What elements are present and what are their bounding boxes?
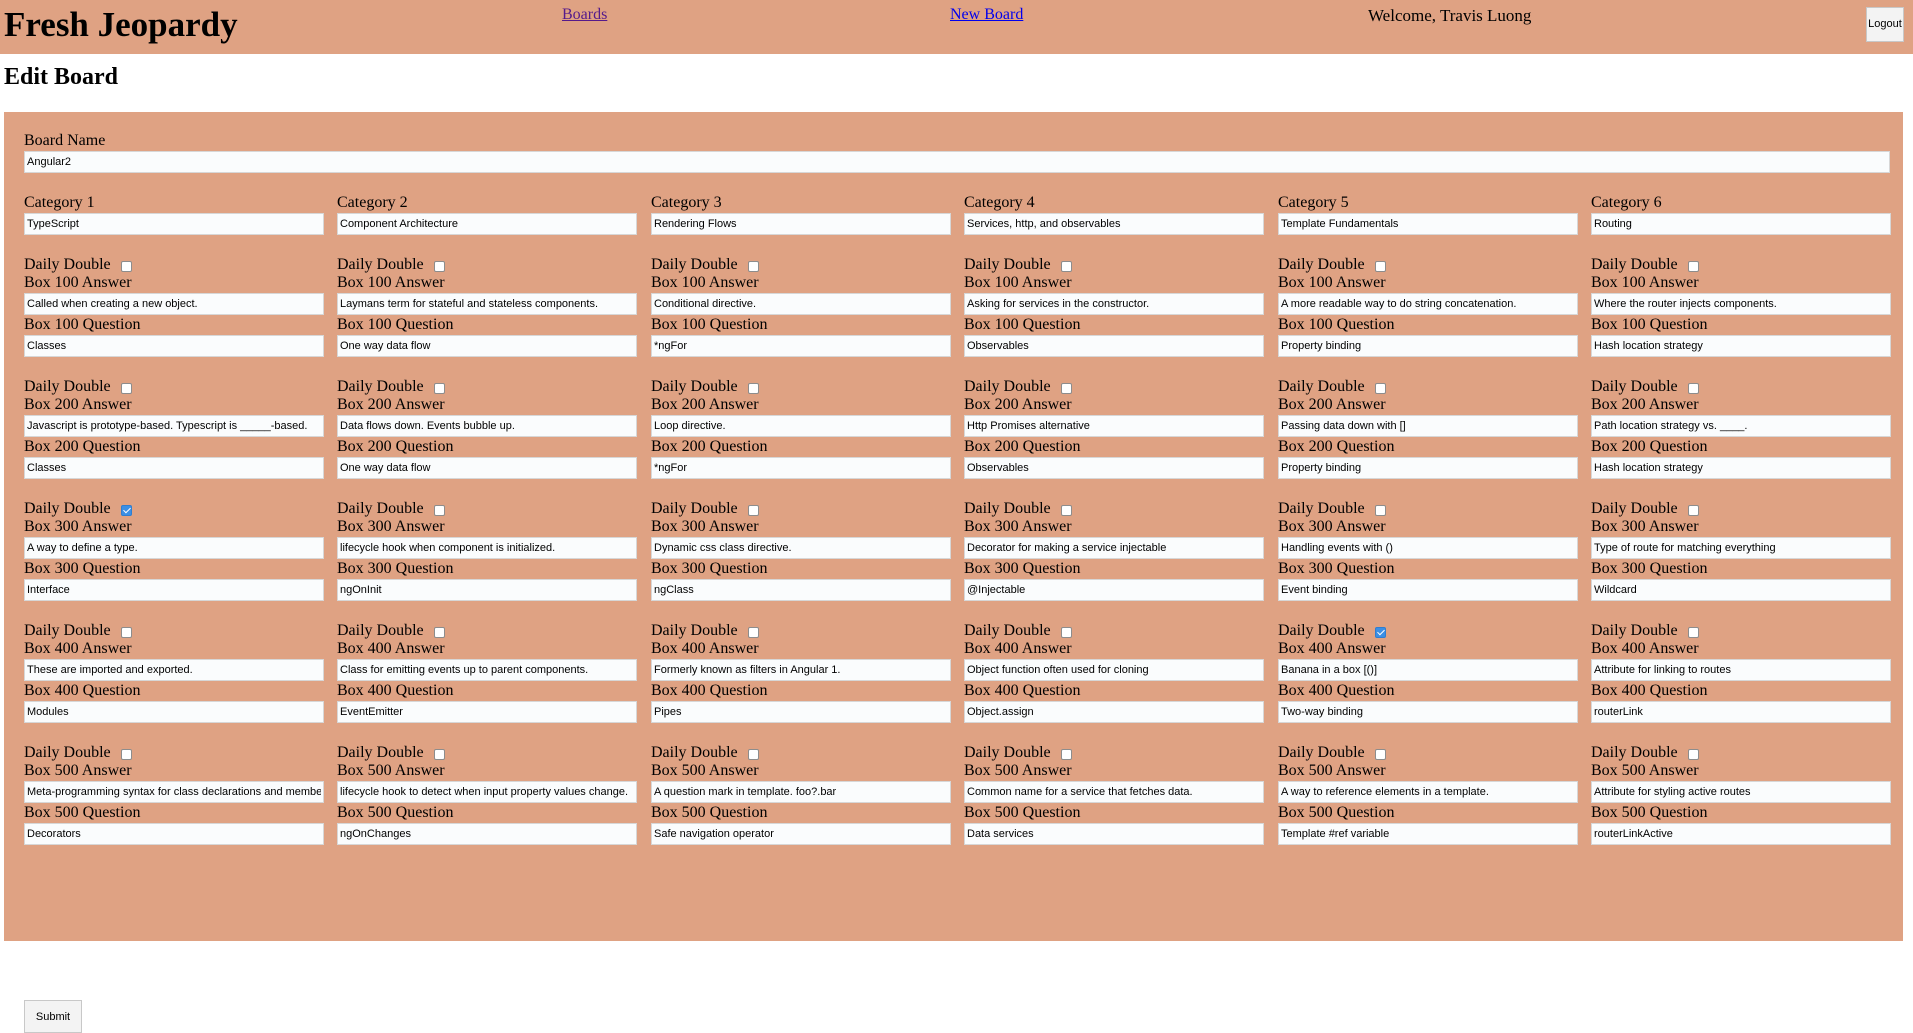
answer-label: Box 500 Answer [964, 762, 1072, 779]
daily-double-checkbox[interactable] [434, 505, 445, 516]
question-label: Box 100 Question [964, 316, 1081, 333]
question-input[interactable] [651, 823, 951, 845]
daily-double-checkbox[interactable] [748, 505, 759, 516]
question-label: Box 400 Question [24, 682, 141, 699]
daily-double-label: Daily Double [964, 500, 1051, 517]
daily-double-label: Daily Double [1591, 500, 1678, 517]
category-label: Category 6 [1591, 194, 1662, 211]
answer-input[interactable] [964, 659, 1264, 681]
question-input[interactable] [1278, 701, 1578, 723]
question-label: Box 200 Question [1278, 438, 1395, 455]
answer-input[interactable] [1278, 293, 1578, 315]
answer-label: Box 200 Answer [24, 396, 132, 413]
question-input[interactable] [337, 823, 637, 845]
question-input[interactable] [1278, 823, 1578, 845]
daily-double-checkbox[interactable] [121, 749, 132, 760]
question-label: Box 400 Question [964, 682, 1081, 699]
question-input[interactable] [651, 335, 951, 357]
nav-link-boards[interactable]: Boards [562, 6, 608, 23]
daily-double-label: Daily Double [651, 500, 738, 517]
answer-label: Box 100 Answer [964, 274, 1072, 291]
answer-label: Box 100 Answer [1278, 274, 1386, 291]
daily-double-label: Daily Double [1278, 378, 1365, 395]
answer-input[interactable] [1591, 781, 1891, 803]
page-title: Edit Board [4, 64, 119, 90]
daily-double-label: Daily Double [24, 378, 111, 395]
welcome-message: Welcome, Travis Luong [1368, 6, 1532, 25]
answer-label: Box 200 Answer [651, 396, 759, 413]
question-label: Box 300 Question [1591, 560, 1708, 577]
answer-input[interactable] [964, 537, 1264, 559]
daily-double-checkbox[interactable] [121, 383, 132, 394]
question-label: Box 400 Question [651, 682, 768, 699]
category-name-input[interactable] [1278, 213, 1578, 235]
board-name-label: Board Name [24, 132, 106, 149]
daily-double-label: Daily Double [1278, 500, 1365, 517]
answer-input[interactable] [651, 537, 951, 559]
daily-double-checkbox[interactable] [434, 383, 445, 394]
answer-input[interactable] [651, 781, 951, 803]
daily-double-label: Daily Double [651, 744, 738, 761]
category-name-input[interactable] [651, 213, 951, 235]
nav-link-new-board[interactable]: New Board [950, 6, 1024, 23]
answer-input[interactable] [337, 537, 637, 559]
daily-double-label: Daily Double [964, 378, 1051, 395]
question-input[interactable] [964, 823, 1264, 845]
daily-double-label: Daily Double [964, 622, 1051, 639]
category-label: Category 1 [24, 194, 95, 211]
question-label: Box 500 Question [1591, 804, 1708, 821]
top-nav-bar [0, 0, 1913, 54]
daily-double-label: Daily Double [1591, 744, 1678, 761]
question-input[interactable] [24, 335, 324, 357]
question-input[interactable] [337, 457, 637, 479]
question-label: Box 100 Question [651, 316, 768, 333]
answer-label: Box 400 Answer [24, 640, 132, 657]
answer-label: Box 500 Answer [651, 762, 759, 779]
category-name-input[interactable] [337, 213, 637, 235]
daily-double-checkbox[interactable] [1375, 749, 1386, 760]
daily-double-label: Daily Double [1278, 744, 1365, 761]
question-label: Box 300 Question [651, 560, 768, 577]
daily-double-label: Daily Double [651, 622, 738, 639]
question-label: Box 200 Question [24, 438, 141, 455]
answer-input[interactable] [24, 537, 324, 559]
question-label: Box 200 Question [337, 438, 454, 455]
question-input[interactable] [1278, 579, 1578, 601]
question-input[interactable] [337, 579, 637, 601]
answer-label: Box 100 Answer [1591, 274, 1699, 291]
answer-label: Box 300 Answer [1278, 518, 1386, 535]
answer-input[interactable] [24, 293, 324, 315]
category-name-input[interactable] [1591, 213, 1891, 235]
app-brand: Fresh Jeopardy [4, 5, 238, 44]
question-label: Box 500 Question [1278, 804, 1395, 821]
daily-double-checkbox[interactable] [1375, 627, 1386, 638]
question-input[interactable] [1278, 457, 1578, 479]
answer-input[interactable] [1591, 293, 1891, 315]
answer-input[interactable] [337, 659, 637, 681]
answer-label: Box 500 Answer [1278, 762, 1386, 779]
daily-double-checkbox[interactable] [1688, 749, 1699, 760]
question-input[interactable] [1591, 457, 1891, 479]
daily-double-checkbox[interactable] [121, 505, 132, 516]
question-label: Box 300 Question [964, 560, 1081, 577]
daily-double-checkbox[interactable] [748, 627, 759, 638]
daily-double-label: Daily Double [1278, 622, 1365, 639]
answer-input[interactable] [1278, 781, 1578, 803]
daily-double-label: Daily Double [24, 622, 111, 639]
daily-double-checkbox[interactable] [1061, 505, 1072, 516]
daily-double-label: Daily Double [24, 256, 111, 273]
question-label: Box 400 Question [1591, 682, 1708, 699]
answer-input[interactable] [964, 415, 1264, 437]
board-name-input[interactable] [24, 151, 1890, 173]
question-label: Box 400 Question [1278, 682, 1395, 699]
question-label: Box 300 Question [1278, 560, 1395, 577]
answer-input[interactable] [1591, 537, 1891, 559]
daily-double-label: Daily Double [651, 378, 738, 395]
answer-input[interactable] [24, 659, 324, 681]
daily-double-checkbox[interactable] [1061, 383, 1072, 394]
question-input[interactable] [1591, 335, 1891, 357]
daily-double-label: Daily Double [1591, 256, 1678, 273]
question-label: Box 100 Question [24, 316, 141, 333]
daily-double-checkbox[interactable] [1061, 627, 1072, 638]
category-name-input[interactable] [964, 213, 1264, 235]
answer-label: Box 400 Answer [337, 640, 445, 657]
answer-input[interactable] [1591, 415, 1891, 437]
question-label: Box 500 Question [651, 804, 768, 821]
question-input[interactable] [964, 335, 1264, 357]
daily-double-label: Daily Double [337, 378, 424, 395]
category-label: Category 4 [964, 194, 1035, 211]
daily-double-checkbox[interactable] [1375, 261, 1386, 272]
submit-button[interactable]: Submit [24, 1000, 82, 1033]
daily-double-label: Daily Double [1591, 622, 1678, 639]
daily-double-label: Daily Double [337, 256, 424, 273]
question-input[interactable] [24, 457, 324, 479]
answer-input[interactable] [964, 293, 1264, 315]
question-input[interactable] [337, 701, 637, 723]
daily-double-checkbox[interactable] [1061, 749, 1072, 760]
answer-input[interactable] [651, 415, 951, 437]
answer-label: Box 200 Answer [1591, 396, 1699, 413]
answer-label: Box 200 Answer [964, 396, 1072, 413]
answer-label: Box 100 Answer [337, 274, 445, 291]
question-input[interactable] [964, 579, 1264, 601]
daily-double-label: Daily Double [1591, 378, 1678, 395]
question-input[interactable] [337, 335, 637, 357]
daily-double-label: Daily Double [337, 500, 424, 517]
answer-label: Box 400 Answer [1278, 640, 1386, 657]
daily-double-label: Daily Double [964, 744, 1051, 761]
question-input[interactable] [964, 701, 1264, 723]
daily-double-checkbox[interactable] [434, 749, 445, 760]
answer-label: Box 300 Answer [24, 518, 132, 535]
daily-double-checkbox[interactable] [1375, 505, 1386, 516]
answer-label: Box 400 Answer [1591, 640, 1699, 657]
answer-label: Box 400 Answer [964, 640, 1072, 657]
category-name-input[interactable] [24, 213, 324, 235]
question-label: Box 300 Question [24, 560, 141, 577]
daily-double-label: Daily Double [337, 744, 424, 761]
daily-double-checkbox[interactable] [1688, 383, 1699, 394]
question-label: Box 500 Question [24, 804, 141, 821]
answer-label: Box 300 Answer [651, 518, 759, 535]
logout-button[interactable]: Logout [1866, 7, 1904, 42]
answer-input[interactable] [1278, 415, 1578, 437]
answer-input[interactable] [1278, 537, 1578, 559]
daily-double-label: Daily Double [337, 622, 424, 639]
answer-label: Box 200 Answer [1278, 396, 1386, 413]
question-input[interactable] [1591, 823, 1891, 845]
answer-label: Box 400 Answer [651, 640, 759, 657]
question-label: Box 200 Question [651, 438, 768, 455]
question-input[interactable] [1278, 335, 1578, 357]
answer-label: Box 300 Answer [964, 518, 1072, 535]
answer-input[interactable] [24, 781, 324, 803]
question-label: Box 300 Question [337, 560, 454, 577]
answer-label: Box 300 Answer [1591, 518, 1699, 535]
question-label: Box 500 Question [337, 804, 454, 821]
daily-double-checkbox[interactable] [434, 627, 445, 638]
question-label: Box 200 Question [964, 438, 1081, 455]
question-label: Box 100 Question [1591, 316, 1708, 333]
answer-input[interactable] [651, 293, 951, 315]
question-input[interactable] [964, 457, 1264, 479]
question-input[interactable] [651, 457, 951, 479]
daily-double-checkbox[interactable] [434, 261, 445, 272]
daily-double-label: Daily Double [1278, 256, 1365, 273]
daily-double-checkbox[interactable] [1061, 261, 1072, 272]
daily-double-label: Daily Double [651, 256, 738, 273]
question-label: Box 400 Question [337, 682, 454, 699]
daily-double-label: Daily Double [24, 744, 111, 761]
daily-double-checkbox[interactable] [748, 749, 759, 760]
question-label: Box 500 Question [964, 804, 1081, 821]
daily-double-checkbox[interactable] [1375, 383, 1386, 394]
answer-label: Box 500 Answer [1591, 762, 1699, 779]
question-input[interactable] [651, 701, 951, 723]
answer-label: Box 500 Answer [337, 762, 445, 779]
daily-double-label: Daily Double [24, 500, 111, 517]
question-input[interactable] [24, 823, 324, 845]
answer-input[interactable] [651, 659, 951, 681]
answer-input[interactable] [24, 415, 324, 437]
answer-label: Box 300 Answer [337, 518, 445, 535]
question-label: Box 100 Question [337, 316, 454, 333]
edit-board-form [4, 112, 1903, 1023]
answer-label: Box 100 Answer [651, 274, 759, 291]
question-label: Box 100 Question [1278, 316, 1395, 333]
category-label: Category 3 [651, 194, 722, 211]
answer-input[interactable] [337, 781, 637, 803]
answer-input[interactable] [1278, 659, 1578, 681]
daily-double-checkbox[interactable] [748, 383, 759, 394]
answer-input[interactable] [964, 781, 1264, 803]
question-input[interactable] [24, 701, 324, 723]
answer-label: Box 100 Answer [24, 274, 132, 291]
question-input[interactable] [24, 579, 324, 601]
answer-input[interactable] [337, 415, 637, 437]
category-label: Category 5 [1278, 194, 1349, 211]
question-input[interactable] [1591, 701, 1891, 723]
question-input[interactable] [651, 579, 951, 601]
daily-double-checkbox[interactable] [748, 261, 759, 272]
answer-input[interactable] [337, 293, 637, 315]
answer-input[interactable] [1591, 659, 1891, 681]
question-label: Box 200 Question [1591, 438, 1708, 455]
category-label: Category 2 [337, 194, 408, 211]
answer-label: Box 500 Answer [24, 762, 132, 779]
daily-double-checkbox[interactable] [1688, 505, 1699, 516]
daily-double-checkbox[interactable] [1688, 261, 1699, 272]
daily-double-label: Daily Double [964, 256, 1051, 273]
question-input[interactable] [1591, 579, 1891, 601]
answer-label: Box 200 Answer [337, 396, 445, 413]
daily-double-checkbox[interactable] [121, 627, 132, 638]
daily-double-checkbox[interactable] [1688, 627, 1699, 638]
daily-double-checkbox[interactable] [121, 261, 132, 272]
